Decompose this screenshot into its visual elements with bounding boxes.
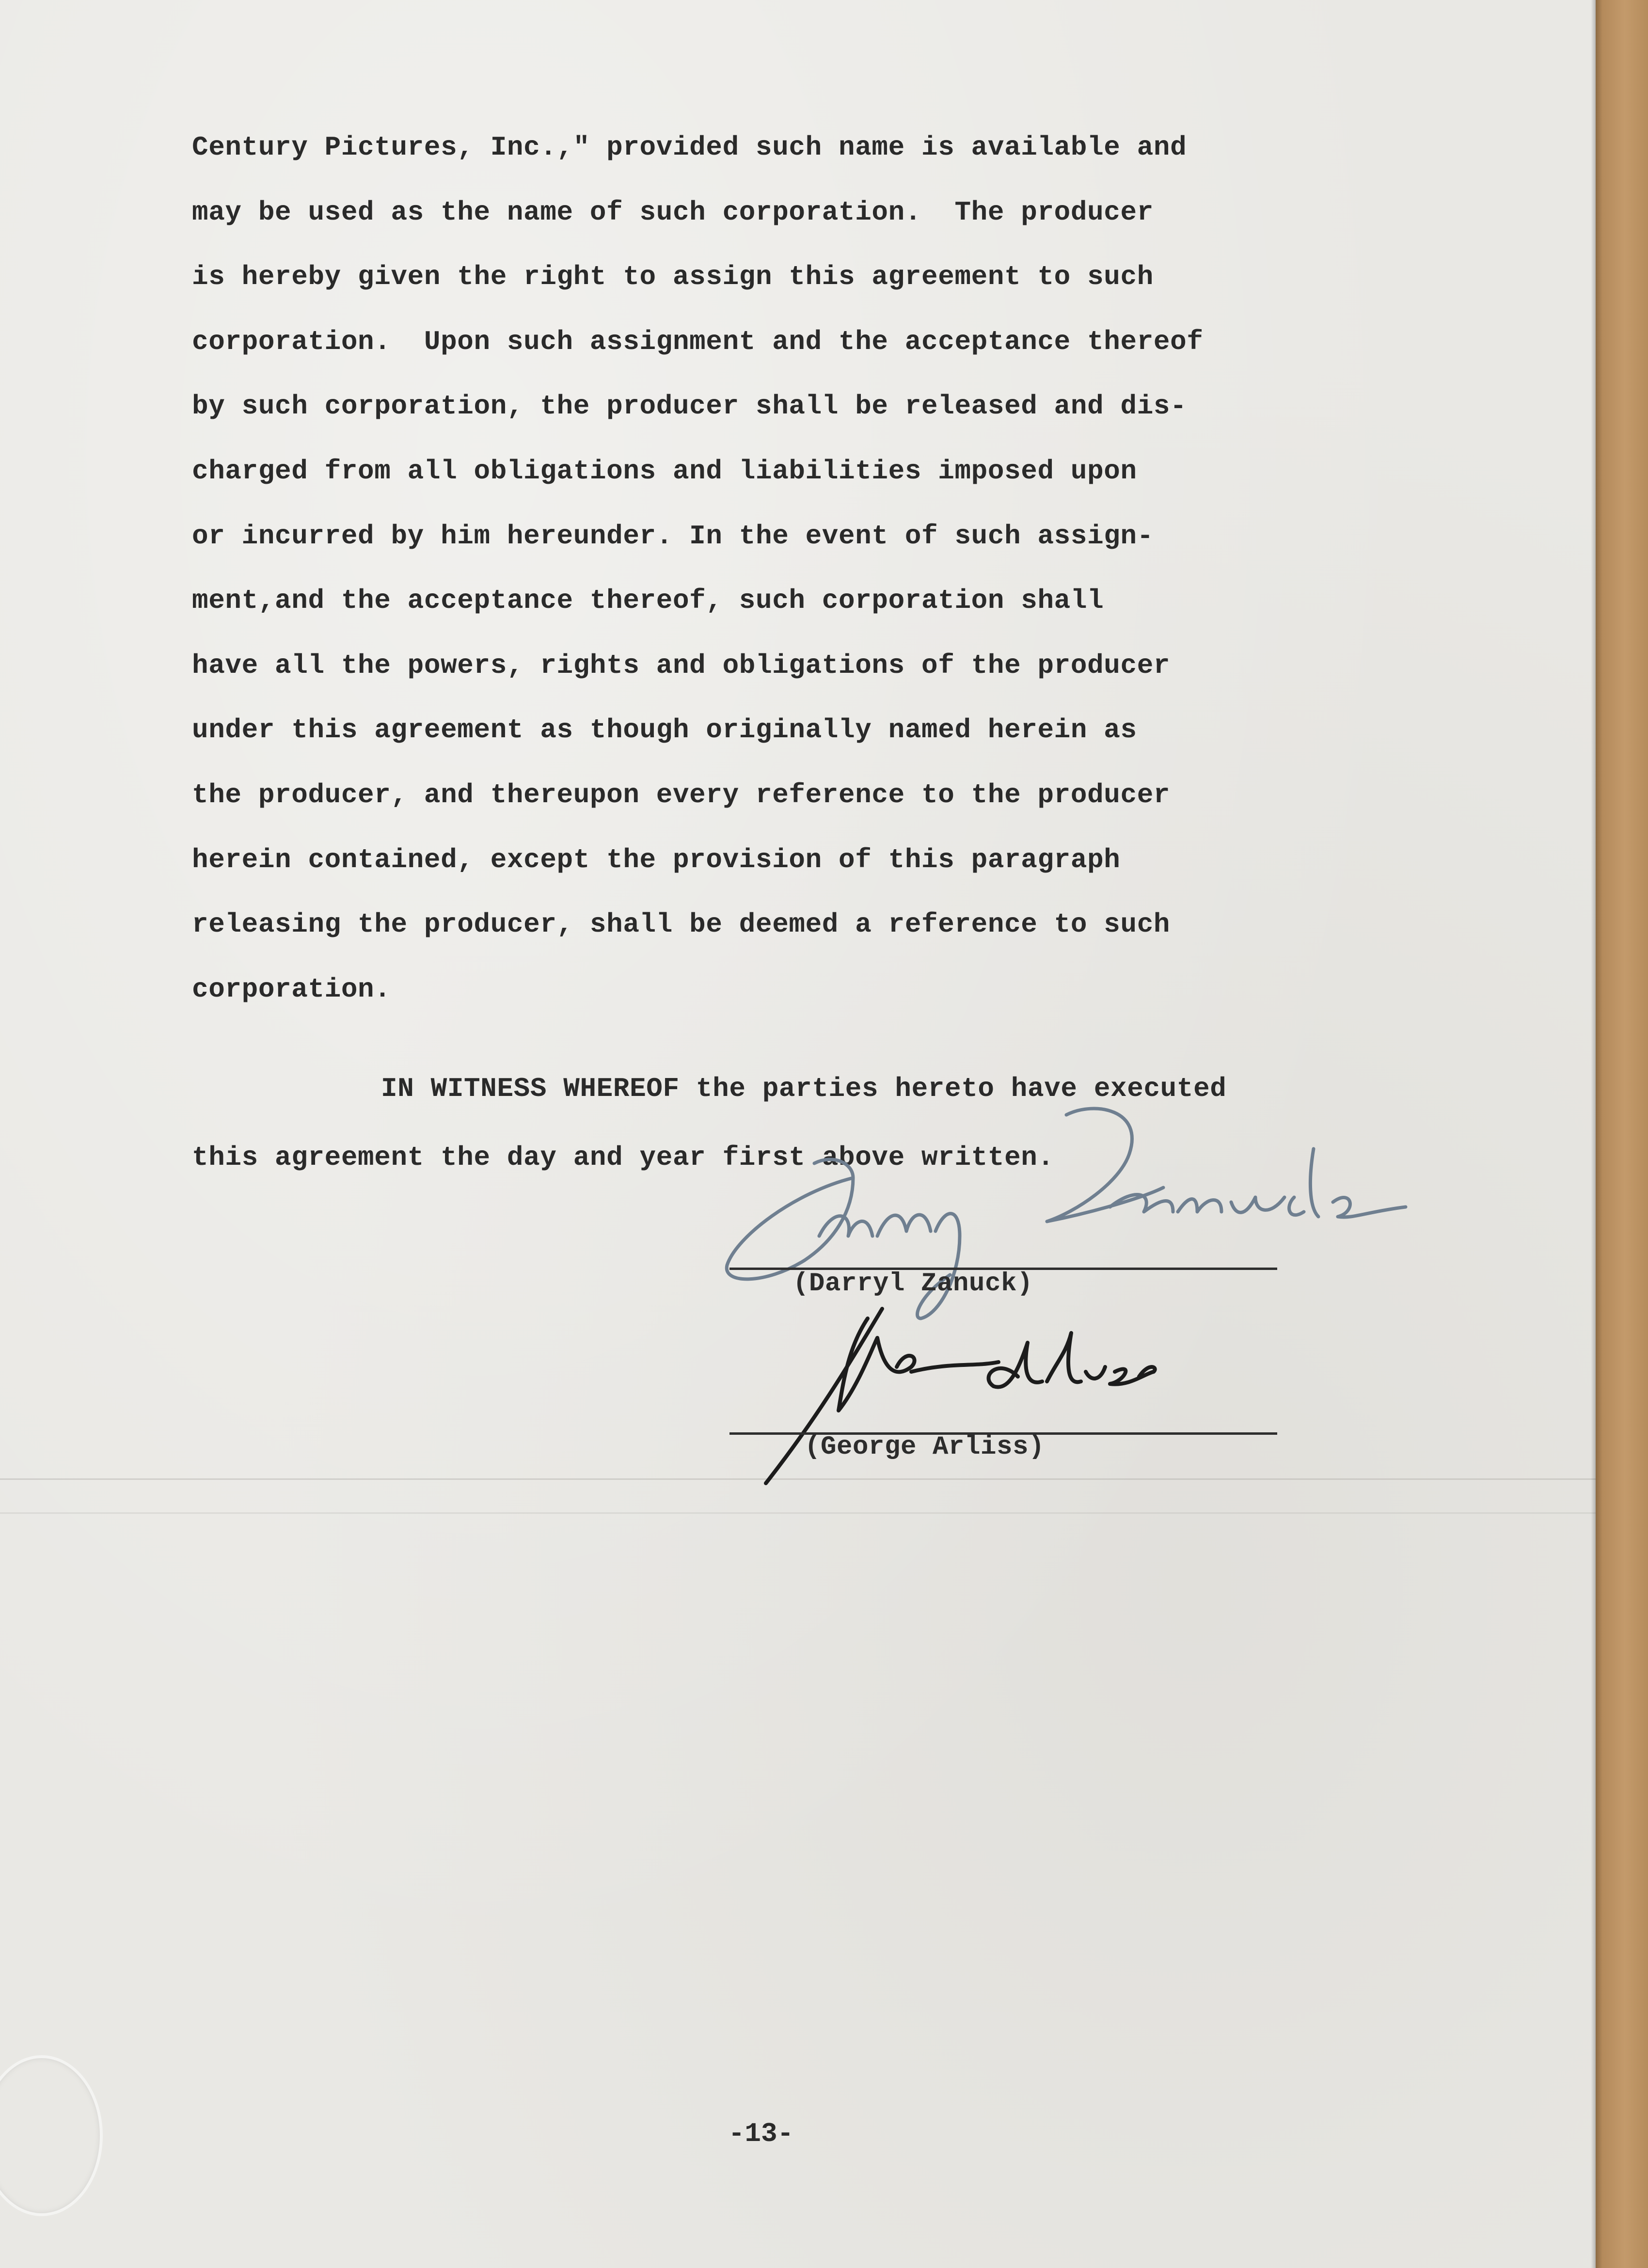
- text-line: by such corporation, the producer shall be released and dis-: [192, 391, 1187, 422]
- text-line: have all the powers, rights and obligations of the producer: [192, 650, 1171, 681]
- embossed-seal: [0, 2055, 103, 2216]
- text-line: corporation. Upon such assignment and the acceptance thereof: [192, 326, 1204, 357]
- text-line: under this agreement as though originally named herein as: [192, 714, 1137, 746]
- text-line: corporation.: [192, 973, 391, 1005]
- text-line: IN WITNESS WHEREOF the parties hereto have executed: [381, 1073, 1227, 1104]
- paper-fold-line: [0, 1512, 1596, 1514]
- signatory-name: (George Arliss): [805, 1432, 1045, 1462]
- signature-george-arliss: [746, 1289, 1280, 1507]
- text-line: is hereby given the right to assign this agreement to such: [192, 261, 1154, 293]
- text-line: Century Pictures, Inc.," provided such name is available and: [192, 132, 1187, 163]
- signatory-name: (Darryl Zanuck): [793, 1269, 1033, 1299]
- text-line: or incurred by him hereunder. In the event of such assign-: [192, 520, 1154, 552]
- text-line: ment,and the acceptance thereof, such corporation shall: [192, 585, 1104, 617]
- text-line: may be used as the name of such corporation. The producer: [192, 196, 1154, 228]
- text-line: the producer, and thereupon every reference to the producer: [192, 779, 1171, 810]
- text-line: charged from all obligations and liabilities imposed upon: [192, 455, 1137, 487]
- text-line: releasing the producer, shall be deemed a reference to such: [192, 909, 1171, 940]
- text-line: this agreement the day and year first above written.: [192, 1142, 1054, 1173]
- text-line: herein contained, except the provision of this paragraph: [192, 844, 1121, 875]
- agreement-paragraph: [192, 115, 1413, 1022]
- folder-backing: [1596, 0, 1648, 2268]
- page-number: -13-: [728, 2118, 794, 2149]
